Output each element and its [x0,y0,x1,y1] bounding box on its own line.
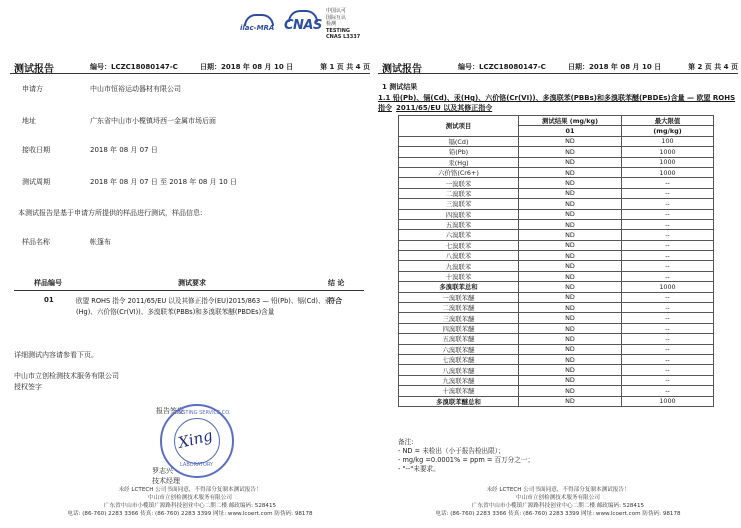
report-date: 日期：2018 年 08 月 10 日 [568,63,662,71]
cell-limit: -- [622,365,714,375]
cell-result: ND [519,375,622,385]
cell-result: ND [519,167,622,177]
cell-result: ND [519,292,622,302]
table-row [399,365,714,375]
test-period-label: 测试周期 [22,178,50,186]
test-requirement-cell: 欧盟 ROHS 指令 2011/65/EU 以及其修正指令(EU)2015/863 — 铅(Pb)、镉(Cd)、汞(Hg)、六价铬(Cr(VI))、多溴联苯(PBBs)和多溴联苯醚(PBDEs)含量 [76,297,332,316]
table-row [399,313,714,323]
sample-no-header: 样品编号 [34,279,62,287]
report-number: 编号：LCZC18080147-C [458,63,546,71]
section-title: 1 测试结果 [382,83,418,91]
detail-note: 详细测试内容请参看下页。 [14,351,98,359]
report-date: 日期：2018 年 08 月 10 日 [200,63,294,71]
signer-title: 技术经理 [152,477,180,485]
received-date-label: 接收日期 [22,146,50,154]
cnas-logo: CNAS [282,10,322,40]
page-header [10,58,370,74]
cell-item: 五溴联苯 [399,219,519,229]
cell-limit: 1000 [622,157,714,167]
cell-limit: -- [622,313,714,323]
company-name: 中山市立创检测技术服务有限公司 [14,372,119,380]
conclusion-header: 结 论 [328,279,345,287]
table-row [399,334,714,344]
cell-limit: -- [622,375,714,385]
table-row [399,136,714,146]
cell-limit: -- [622,271,714,281]
cell-result: ND [519,178,622,188]
limit-header-2: (mg/kg) [622,126,714,136]
cell-item: 七溴联苯醚 [399,354,519,364]
cell-result: ND [519,199,622,209]
cell-item: 一溴联苯 [399,178,519,188]
results-table [398,115,714,407]
address-value: 广东省中山市小榄镇埒西一金属市场后面 [90,117,216,125]
cell-limit: -- [622,178,714,188]
table-row [399,147,714,157]
cell-limit: 1000 [622,282,714,292]
received-date-value: 2018 年 08 月 07 日 [90,146,158,154]
table-row [399,271,714,281]
cell-result: ND [519,313,622,323]
table-row [399,292,714,302]
cell-limit: -- [622,292,714,302]
cell-item: 七溴联苯 [399,240,519,250]
cell-item: 四溴联苯醚 [399,323,519,333]
cell-limit: -- [622,261,714,271]
cell-item: 八溴联苯醚 [399,365,519,375]
cell-result: ND [519,334,622,344]
cell-result: ND [519,386,622,396]
item-header: 测试项目 [399,116,519,137]
cell-limit: 1000 [622,396,714,406]
report-number: 编号：LCZC18080147-C [90,63,178,71]
cell-item: 多溴联苯醚总和 [399,396,519,406]
cell-item: 汞(Hg) [399,157,519,167]
report-page-1 [10,0,370,528]
cell-limit: 1000 [622,147,714,157]
cell-item: 四溴联苯 [399,209,519,219]
cell-result: ND [519,209,622,219]
cell-result: ND [519,157,622,167]
cell-result: ND [519,271,622,281]
cell-result: ND [519,396,622,406]
conclusion-cell: 符合 [328,297,342,305]
table-row [399,303,714,313]
cell-item: 铅(Pb) [399,147,519,157]
cell-item: 九溴联苯醚 [399,375,519,385]
subsection-title-line1: 1.1 铅(Pb)、镉(Cd)、汞(Hg)、六价铬(Cr(VI))、多溴联苯(PBBs)和多溴联苯醚(PBDEs)含量 — 欧盟 ROHS 指令 [378,94,736,112]
subsection-title-line2: 2011/65/EU 以及其修正指令 [396,104,493,112]
cell-item: 十溴联苯 [399,271,519,281]
cell-limit: -- [622,344,714,354]
sample-name-label: 样品名称 [22,238,50,246]
cell-result: ND [519,261,622,271]
limit-header-1: 最大限值 [622,116,714,126]
page-footer: 未经 LCTECH 公司书面同意，不得部分复制本测试报告！ 中山市立创检测技术服务有限公司 广东省中山市小榄镇广源路科技创业中心二期二楼 邮政编码: 528415 电话: (86-760) 2283 3366 传真: (86-760) 2283 3399 网址: www.lcoert.com 防伪码: 98178 [67,487,313,517]
report-page-2 [378,0,738,528]
ilac-mra-logo: ilac-MRA [238,12,282,38]
cell-item: 三溴联苯 [399,199,519,209]
table-row [399,167,714,177]
table-row [399,188,714,198]
cell-item: 六价铬(Cr6+) [399,167,519,177]
cell-limit: -- [622,188,714,198]
page-footer: 未经 LCTECH 公司书面同意，不得部分复制本测试报告！ 中山市立创检测技术服务有限公司 广东省中山市小榄镇广源路科技创业中心二期二楼 邮政编码: 528415 电话: (86-760) 2283 3366 传真: (86-760) 2283 3399 网址: www.lcoert.com 防伪码: 98178 [435,487,681,517]
seal-top-text: TESTING SERVICE CO. [176,410,231,416]
table-row [399,375,714,385]
cell-item: 五溴联苯醚 [399,334,519,344]
table-row [399,157,714,167]
signer-name: 罗志兴 [152,467,173,475]
table-row [399,230,714,240]
address-label: 地址 [22,117,36,125]
cell-item: 八溴联苯 [399,251,519,261]
page-number: 第 1 页 共 4 页 [320,63,370,71]
authorized-signature-label: 授权签字 [14,383,42,391]
table-row [399,240,714,250]
cell-limit: -- [622,354,714,364]
cell-limit: -- [622,199,714,209]
table-row [399,396,714,406]
cell-result: ND [519,282,622,292]
cell-result: ND [519,230,622,240]
table-divider [14,290,364,291]
cell-result: ND [519,323,622,333]
cell-item: 六溴联苯醚 [399,344,519,354]
cell-result: ND [519,219,622,229]
cell-result: ND [519,147,622,157]
cell-item: 一溴联苯醚 [399,292,519,302]
sample-header: 01 [519,126,622,136]
applicant-label: 申请方 [22,85,43,93]
sample-name-value: 帐篷布 [90,238,111,246]
cell-result: ND [519,354,622,364]
cell-item: 十溴联苯醚 [399,386,519,396]
cell-limit: -- [622,240,714,250]
sample-no-cell: 01 [44,296,54,304]
accreditation-logos [238,4,368,52]
table-row [399,178,714,188]
cell-result: ND [519,365,622,375]
cell-item: 六溴联苯 [399,230,519,240]
cell-item: 二溴联苯 [399,188,519,198]
cell-limit: -- [622,251,714,261]
cell-item: 多溴联苯总和 [399,282,519,292]
cell-limit: -- [622,219,714,229]
cell-item: 二溴联苯醚 [399,303,519,313]
sample-statement: 本测试报告是基于申请方所提供的样品进行测试，样品信息: [18,209,203,217]
cell-limit: -- [622,230,714,240]
report-title: 测试报告 [14,64,54,75]
seal-bottom-text: LABORATORY [180,462,214,468]
table-row [399,344,714,354]
cell-limit: -- [622,386,714,396]
page-header [378,58,738,74]
table-row [399,282,714,292]
cell-item: 三溴联苯醚 [399,313,519,323]
table-row [399,261,714,271]
cell-limit: -- [622,209,714,219]
cell-result: ND [519,251,622,261]
cell-limit: -- [622,323,714,333]
cell-item: 九溴联苯 [399,261,519,271]
table-row [399,199,714,209]
cell-result: ND [519,136,622,146]
result-header: 测试结果 (mg/kg) [519,116,622,126]
cell-limit: 100 [622,136,714,146]
test-requirement-header: 测试要求 [178,279,206,287]
cell-limit: -- [622,303,714,313]
cell-result: ND [519,303,622,313]
report-issuer-label: 报告签发 [156,407,184,415]
table-row [399,209,714,219]
table-row [399,251,714,261]
cell-result: ND [519,344,622,354]
cell-limit: -- [622,334,714,344]
cnas-accreditation-text: 中国认可 国际互认 检测 TESTING CNAS L3337 [326,8,361,40]
table-row [399,354,714,364]
notes: 备注: - ND = 未检出（小于报告检出限）； - mg/kg =0.0001% = ppm = 百万分之一； - "--"未要求。 [398,438,535,473]
cell-result: ND [519,240,622,250]
report-title: 测试报告 [382,64,422,75]
cell-result: ND [519,188,622,198]
test-period-value: 2018 年 08 月 07 日 至 2018 年 08 月 10 日 [90,178,237,186]
cell-item: 镉(Cd) [399,136,519,146]
table-row [399,323,714,333]
table-row [399,386,714,396]
page-number: 第 2 页 共 4 页 [688,63,738,71]
table-row [399,219,714,229]
applicant-value: 中山市恒裕运动器材有限公司 [90,85,181,93]
signature: Xing [176,426,215,452]
cell-limit: 1000 [622,167,714,177]
